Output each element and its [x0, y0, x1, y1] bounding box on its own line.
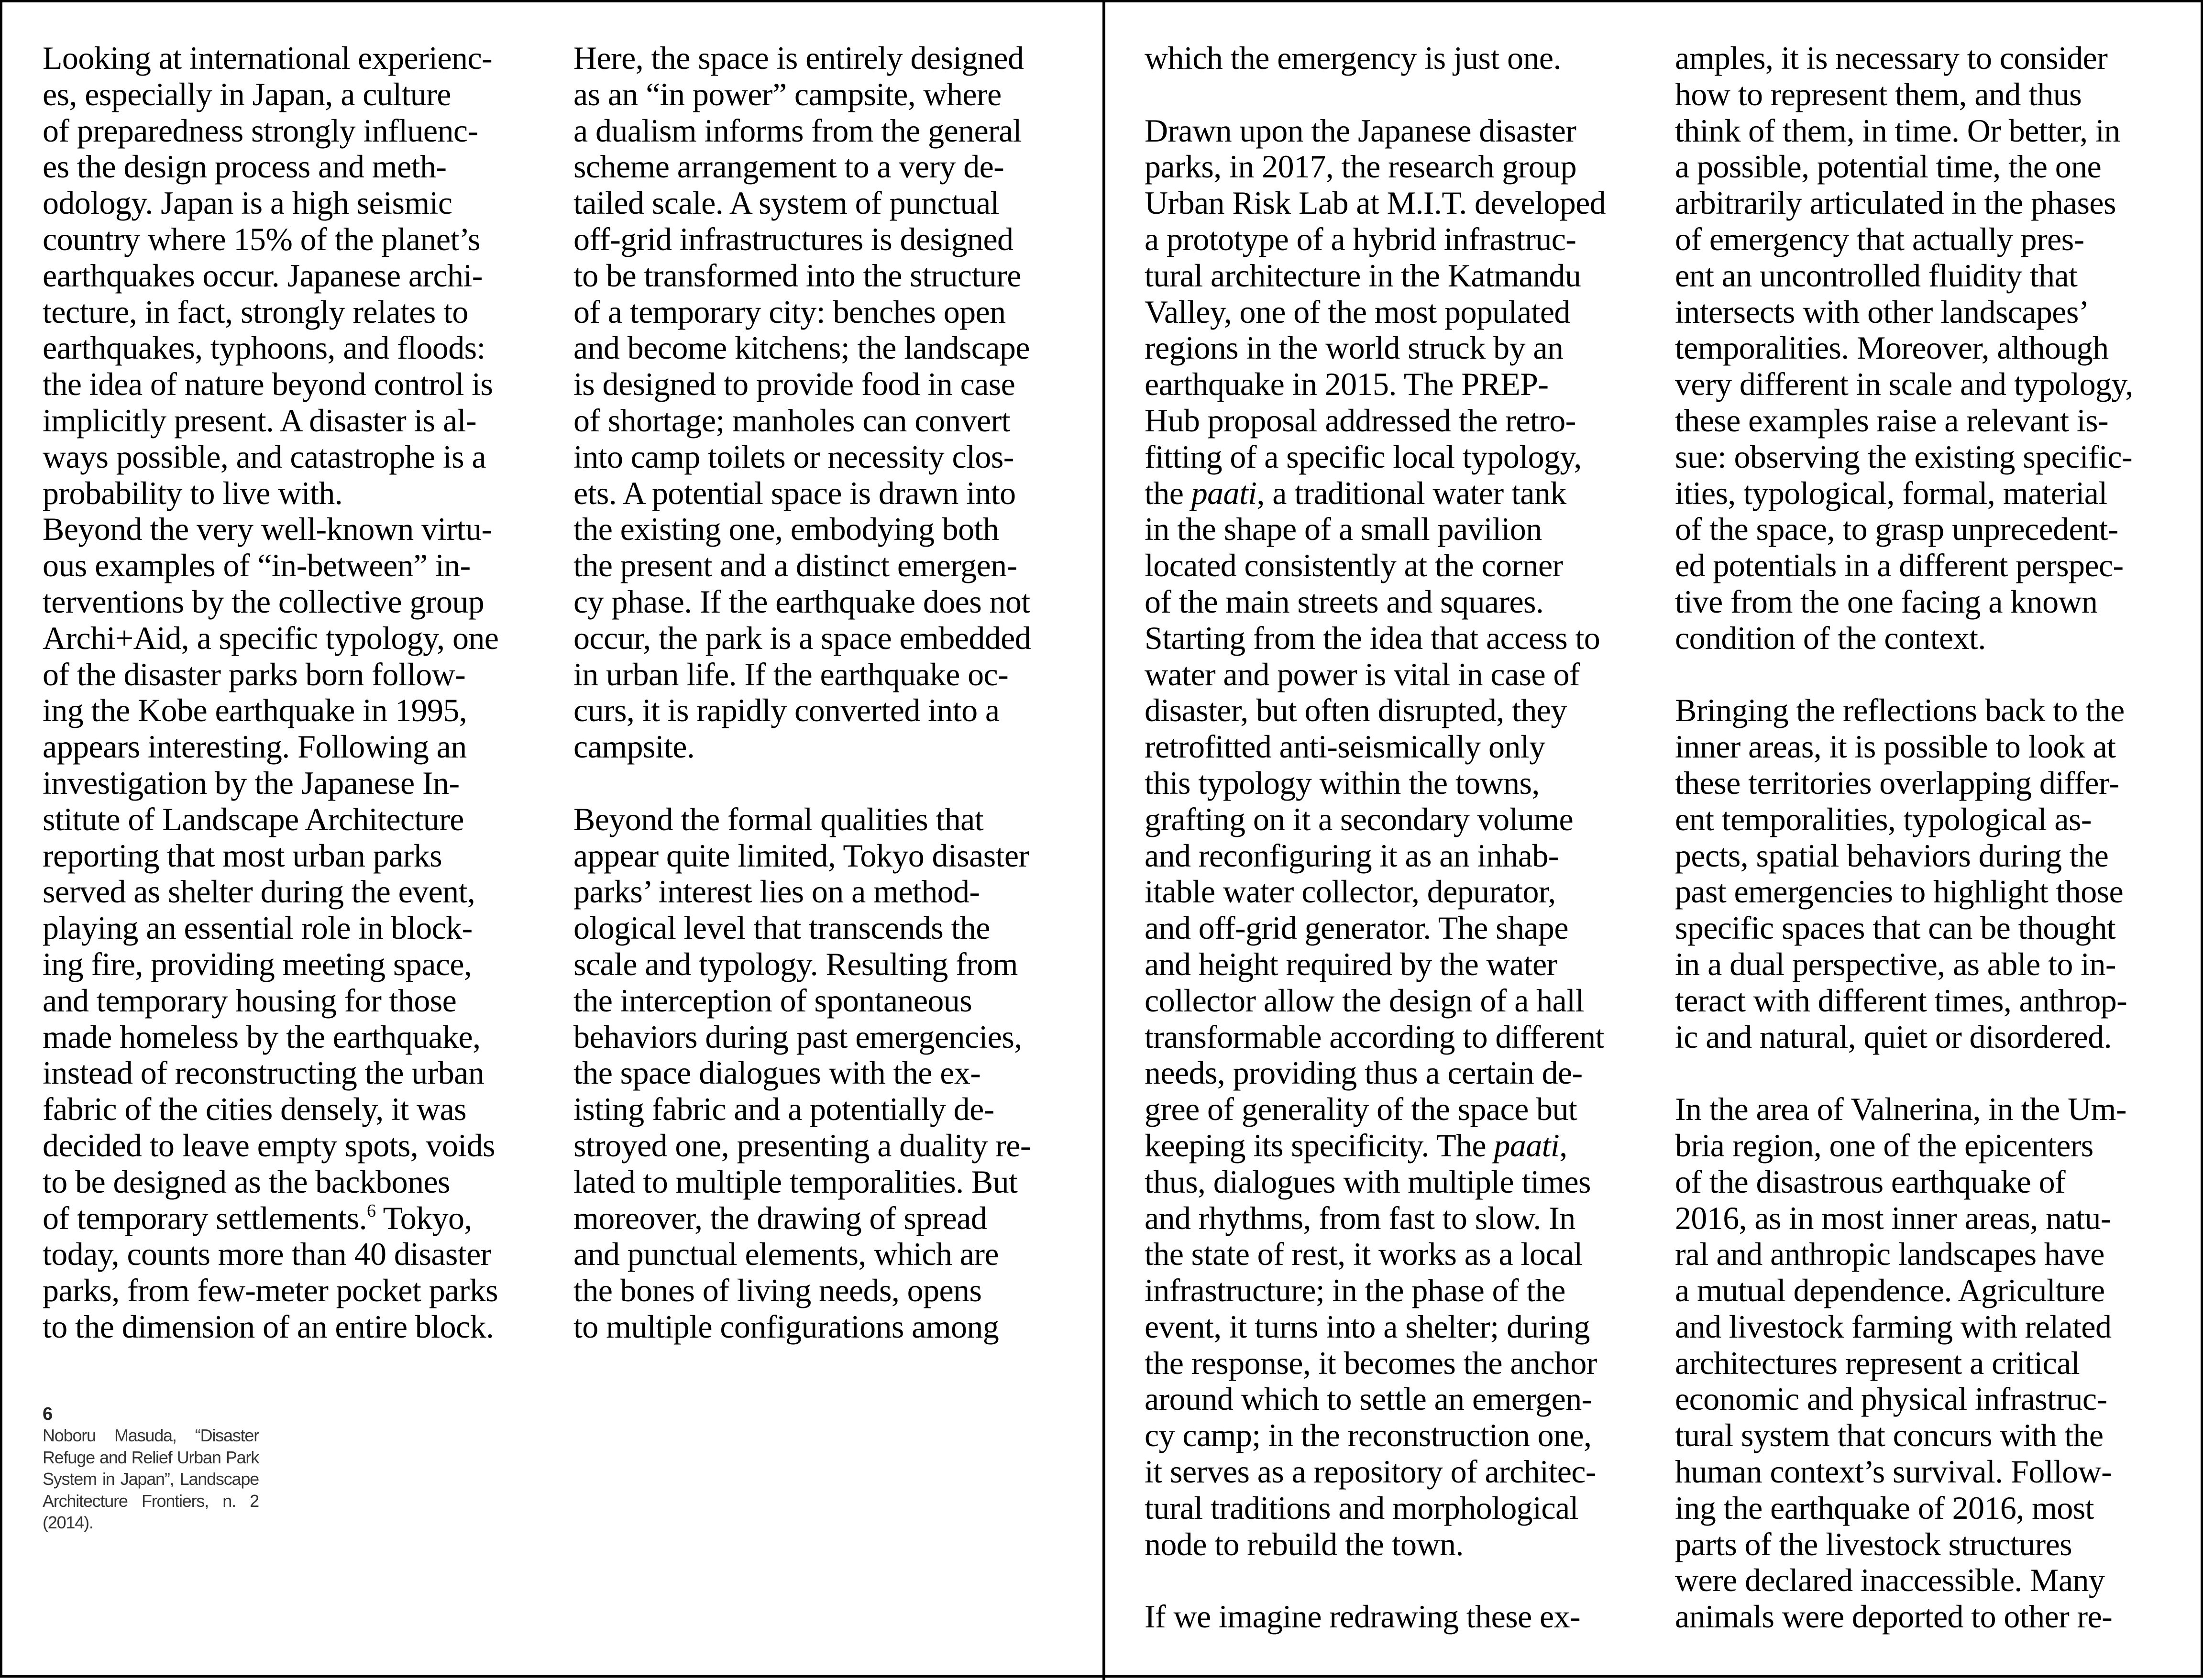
- text-line: tural architecture in the Katmandu: [1145, 257, 1581, 294]
- text-line: these territories overlapping differ-: [1675, 764, 2119, 801]
- text-line: animals were deported to other re-: [1675, 1598, 2113, 1635]
- text-line: ets. A potential space is drawn into: [573, 474, 1016, 511]
- text-fragment: keeping its specificity. The: [1145, 1127, 1494, 1164]
- text-line: of a temporary city: benches open: [573, 293, 1006, 330]
- text-line: Beyond the very well-known virtu-: [43, 511, 492, 548]
- text-line: investigation by the Japanese In-: [43, 764, 460, 801]
- blank-line: [1675, 657, 2182, 693]
- text-line: 2016, as in most inner areas, natu-: [1675, 1199, 2111, 1236]
- text-line: isting fabric and a potentially de-: [573, 1091, 994, 1128]
- text-line: ing the earthquake of 2016, most: [1675, 1489, 2094, 1526]
- text-line: moreover, the drawing of spread: [573, 1199, 987, 1236]
- blank-line: [1145, 1562, 1652, 1599]
- text-line: of the main streets and squares.: [1145, 583, 1544, 620]
- text-line: served as shelter during the event,: [43, 873, 475, 910]
- text-line: ic and natural, quiet or disordered.: [1675, 1018, 2112, 1055]
- text-line: thus, dialogues with multiple times: [1145, 1163, 1591, 1200]
- text-line: to be designed as the backbones: [43, 1163, 450, 1200]
- text-line: in the shape of a small pavilion: [1145, 511, 1542, 548]
- text-line: fitting of a specific local typology,: [1145, 438, 1582, 475]
- text-line: in a dual perspective, as able to in-: [1675, 945, 2116, 982]
- text-line: economic and physical infrastruc-: [1675, 1381, 2107, 1417]
- text-line: cy phase. If the earthquake does not: [573, 583, 1030, 620]
- text-line: the interception of spontaneous: [573, 982, 972, 1019]
- text-line: human context’s survival. Follow-: [1675, 1453, 2112, 1490]
- text-fragment: ,: [1559, 1127, 1567, 1164]
- text-line: Valley, one of the most populated: [1145, 293, 1570, 330]
- text-line: amples, it is necessary to consider: [1675, 40, 2108, 76]
- text-line: earthquakes occur. Japanese archi-: [43, 257, 483, 294]
- text-line: Urban Risk Lab at M.I.T. developed: [1145, 185, 1606, 221]
- text-line: architectures represent a critical: [1675, 1344, 2080, 1381]
- text-line: past emergencies to highlight those: [1675, 873, 2124, 910]
- text-line: the bones of living needs, opens: [573, 1272, 982, 1309]
- text-line: Beyond the formal qualities that: [573, 801, 984, 837]
- text-line: reporting that most urban parks: [43, 837, 442, 874]
- text-line: campsite.: [573, 728, 695, 765]
- text-line: gree of generality of the space but: [1145, 1091, 1577, 1128]
- text-line: to multiple configurations among: [573, 1308, 999, 1345]
- text-line: cy camp; in the reconstruction one,: [1145, 1417, 1592, 1454]
- text-line: made homeless by the earthquake,: [43, 1018, 481, 1055]
- text-line: collector allow the design of a hall: [1145, 982, 1584, 1019]
- text-line: ed potentials in a different perspec-: [1675, 547, 2124, 584]
- text-line: tural system that concurs with the: [1675, 1417, 2104, 1454]
- italic-term: paati: [1191, 474, 1257, 511]
- text-line: and rhythms, from fast to slow. In: [1145, 1199, 1575, 1236]
- text-line: ous examples of “in-between” in-: [43, 547, 471, 584]
- text-line: of shortage; manholes can convert: [573, 402, 1010, 439]
- text-line: were declared inaccessible. Many: [1675, 1562, 2105, 1599]
- text-line: specific spaces that can be thought: [1675, 910, 2116, 946]
- text-line: playing an essential role in block-: [43, 910, 473, 946]
- text-line: tailed scale. A system of punctual: [573, 185, 999, 221]
- text-line: Starting from the idea that access to: [1145, 619, 1600, 656]
- footnote-line: Noboru Masuda, “Disaster: [43, 1426, 259, 1445]
- text-line-with-italic: [1145, 475, 1652, 512]
- text-line: which the emergency is just one.: [1145, 40, 1561, 76]
- text-line: today, counts more than 40 disaster: [43, 1236, 491, 1273]
- text-line: event, it turns into a shelter; during: [1145, 1308, 1590, 1345]
- text-line: off-grid infrastructures is designed: [573, 220, 1013, 257]
- text-line: transformable according to different: [1145, 1018, 1604, 1055]
- text-line: a prototype of a hybrid infrastruc-: [1145, 220, 1576, 257]
- text-line: earthquakes, typhoons, and floods:: [43, 329, 485, 366]
- footnote-line: Refuge and Relief Urban Park: [43, 1447, 259, 1467]
- text-line: itable water collector, depurator,: [1145, 873, 1556, 910]
- right-page-column-1: [1145, 40, 1652, 1635]
- text-line: of preparedness strongly influenc-: [43, 112, 478, 149]
- text-line: and become kitchens; the landscape: [573, 329, 1030, 366]
- text-line: around which to settle an emergen-: [1145, 1381, 1592, 1417]
- text-line: of the disastrous earthquake of: [1675, 1163, 2066, 1200]
- text-line: a possible, potential time, the one: [1675, 148, 2102, 185]
- text-line: intersects with other landscapes’: [1675, 293, 2089, 330]
- text-line: parts of the livestock structures: [1675, 1526, 2072, 1562]
- text-line: very different in scale and typology,: [1675, 366, 2133, 403]
- text-line: node to rebuild the town.: [1145, 1526, 1464, 1562]
- text-line: needs, providing thus a certain de-: [1145, 1054, 1583, 1091]
- text-line: how to represent them, and thus: [1675, 76, 2082, 112]
- text-line-with-italic: [1145, 1128, 1652, 1164]
- text-line: probability to live with.: [43, 474, 343, 511]
- text-line: curs, it is rapidly converted into a: [573, 692, 1000, 729]
- text-line: and punctual elements, which are: [573, 1236, 999, 1273]
- left-page-column-2: [573, 40, 1080, 1345]
- footnote-line: (2014).: [43, 1513, 93, 1532]
- text-line: implicitly present. A disaster is al-: [43, 402, 476, 439]
- text-line: ities, typological, formal, material: [1675, 474, 2107, 511]
- text-line: the existing one, embodying both: [573, 511, 999, 548]
- text-line: it serves as a repository of architec-: [1145, 1453, 1596, 1490]
- text-line: retrofitted anti-seismically only: [1145, 728, 1545, 765]
- text-line: terventions by the collective group: [43, 583, 485, 620]
- text-line: scheme arrangement to a very de-: [573, 148, 1004, 185]
- text-line: located consistently at the corner: [1145, 547, 1563, 584]
- text-line-with-footnote-ref: [43, 1200, 550, 1237]
- text-line: and reconfiguring it as an inhab-: [1145, 837, 1559, 874]
- text-line: sue: observing the existing specific-: [1675, 438, 2132, 475]
- text-line: behaviors during past emergencies,: [573, 1018, 1022, 1055]
- text-line: tural traditions and morphological: [1145, 1489, 1578, 1526]
- text-line: instead of reconstructing the urban: [43, 1054, 485, 1091]
- text-line: Looking at international experienc-: [43, 40, 493, 76]
- text-line: infrastructure; in the phase of the: [1145, 1272, 1565, 1309]
- text-line: these examples raise a relevant is-: [1675, 402, 2109, 439]
- text-fragment: the: [1145, 474, 1191, 511]
- text-line: a mutual dependence. Agriculture: [1675, 1272, 2105, 1309]
- text-line: of the space, to grasp unprecedent-: [1675, 511, 2118, 548]
- blank-line: [573, 765, 1080, 802]
- text-line: Here, the space is entirely designed: [573, 40, 1024, 76]
- left-page-column-1: [43, 40, 550, 1345]
- text-line: tecture, in fact, strongly relates to: [43, 293, 468, 330]
- text-line: teract with different times, anthrop-: [1675, 982, 2127, 1019]
- text-line: a dualism informs from the general: [573, 112, 1022, 149]
- text-line: the state of rest, it works as a local: [1145, 1236, 1583, 1273]
- text-line: ent temporalities, typological as-: [1675, 801, 2092, 837]
- footnote-number: 6: [43, 1404, 53, 1424]
- text-line: ological level that transcends the: [573, 910, 990, 946]
- text-fragment: , a traditional water tank: [1256, 474, 1566, 511]
- text-line: the present and a distinct emergen-: [573, 547, 1017, 584]
- text-line: pects, spatial behaviors during the: [1675, 837, 2109, 874]
- text-line: ing the Kobe earthquake in 1995,: [43, 692, 467, 729]
- text-line: parks, in 2017, the research group: [1145, 148, 1576, 185]
- text-line: of the disaster parks born follow-: [43, 656, 466, 692]
- text-line: and livestock farming with related: [1675, 1308, 2112, 1345]
- text-line: ways possible, and catastrophe is a: [43, 438, 486, 475]
- text-line: Hub proposal addressed the retro-: [1145, 402, 1576, 439]
- footnote-line: Architecture Frontiers, n. 2: [43, 1491, 259, 1511]
- text-line: of emergency that actually pres-: [1675, 220, 2084, 257]
- text-line: If we imagine redrawing these ex-: [1145, 1598, 1581, 1635]
- text-line: parks’ interest lies on a method-: [573, 873, 980, 910]
- text-line: and height required by the water: [1145, 945, 1557, 982]
- text-line: fabric of the cities densely, it was: [43, 1091, 467, 1128]
- text-line: the response, it becomes the anchor: [1145, 1344, 1597, 1381]
- text-line: and temporary housing for those: [43, 982, 457, 1019]
- right-page-column-2: [1675, 40, 2182, 1635]
- text-line: lated to multiple temporalities. But: [573, 1163, 1018, 1200]
- text-line: water and power is vital in case of: [1145, 656, 1580, 692]
- text-line: country where 15% of the planet’s: [43, 220, 480, 257]
- text-line: Archi+Aid, a specific typology, one: [43, 619, 499, 656]
- italic-term: paati: [1494, 1127, 1560, 1164]
- text-line: into camp toilets or necessity clos-: [573, 438, 1014, 475]
- text-line: es the design process and meth-: [43, 148, 447, 185]
- text-line: inner areas, it is possible to look at: [1675, 728, 2116, 765]
- text-line: ing fire, providing meeting space,: [43, 945, 472, 982]
- text-line: and off-grid generator. The shape: [1145, 910, 1568, 946]
- text-line: decided to leave empty spots, voids: [43, 1127, 495, 1164]
- text-line: as an “in power” campsite, where: [573, 76, 1002, 112]
- text-line: appear quite limited, Tokyo disaster: [573, 837, 1029, 874]
- footnote-line: System in Japan”, Landscape: [43, 1469, 259, 1489]
- text-line: In the area of Valnerina, in the Um-: [1675, 1091, 2126, 1128]
- text-fragment: of temporary settlements.: [43, 1199, 367, 1236]
- text-line: temporalities. Moreover, although: [1675, 329, 2109, 366]
- text-line: in urban life. If the earthquake oc-: [573, 656, 1009, 692]
- blank-line: [1145, 77, 1652, 113]
- footnote-reference[interactable]: 6: [367, 1200, 376, 1221]
- text-line: regions in the world struck by an: [1145, 329, 1564, 366]
- footnote: [43, 1404, 259, 1534]
- text-line: stroyed one, presenting a duality re-: [573, 1127, 1031, 1164]
- text-line: Drawn upon the Japanese disaster: [1145, 112, 1576, 149]
- text-line: this typology within the towns,: [1145, 764, 1540, 801]
- text-line: es, especially in Japan, a culture: [43, 76, 451, 112]
- blank-line: [1675, 1055, 2182, 1091]
- text-line: grafting on it a secondary volume: [1145, 801, 1574, 837]
- text-line: condition of the context.: [1675, 619, 1986, 656]
- text-line: appears interesting. Following an: [43, 728, 467, 765]
- text-line: the space dialogues with the ex-: [573, 1054, 981, 1091]
- text-line: bria region, one of the epicenters: [1675, 1127, 2093, 1164]
- text-line: scale and typology. Resulting from: [573, 945, 1018, 982]
- page-divider: [1102, 2, 1105, 1680]
- text-line: think of them, in time. Or better, in: [1675, 112, 2120, 149]
- text-line: tive from the one facing a known: [1675, 583, 2098, 620]
- text-line: odology. Japan is a high seismic: [43, 185, 452, 221]
- text-line: Bringing the reflections back to the: [1675, 692, 2125, 729]
- text-line: to the dimension of an entire block.: [43, 1308, 494, 1345]
- text-line: earthquake in 2015. The PREP-: [1145, 366, 1549, 403]
- text-line: stitute of Landscape Architecture: [43, 801, 464, 837]
- text-line: arbitrarily articulated in the phases: [1675, 185, 2116, 221]
- text-line: is designed to provide food in case: [573, 366, 1015, 403]
- text-line: parks, from few-meter pocket parks: [43, 1272, 498, 1309]
- text-line: ral and anthropic landscapes have: [1675, 1236, 2104, 1273]
- text-line: to be transformed into the structure: [573, 257, 1021, 294]
- text-line: disaster, but often disrupted, they: [1145, 692, 1567, 729]
- text-line: the idea of nature beyond control is: [43, 366, 493, 403]
- text-fragment: Tokyo,: [375, 1199, 472, 1236]
- text-line: occur, the park is a space embedded: [573, 619, 1031, 656]
- text-line: ent an uncontrolled fluidity that: [1675, 257, 2078, 294]
